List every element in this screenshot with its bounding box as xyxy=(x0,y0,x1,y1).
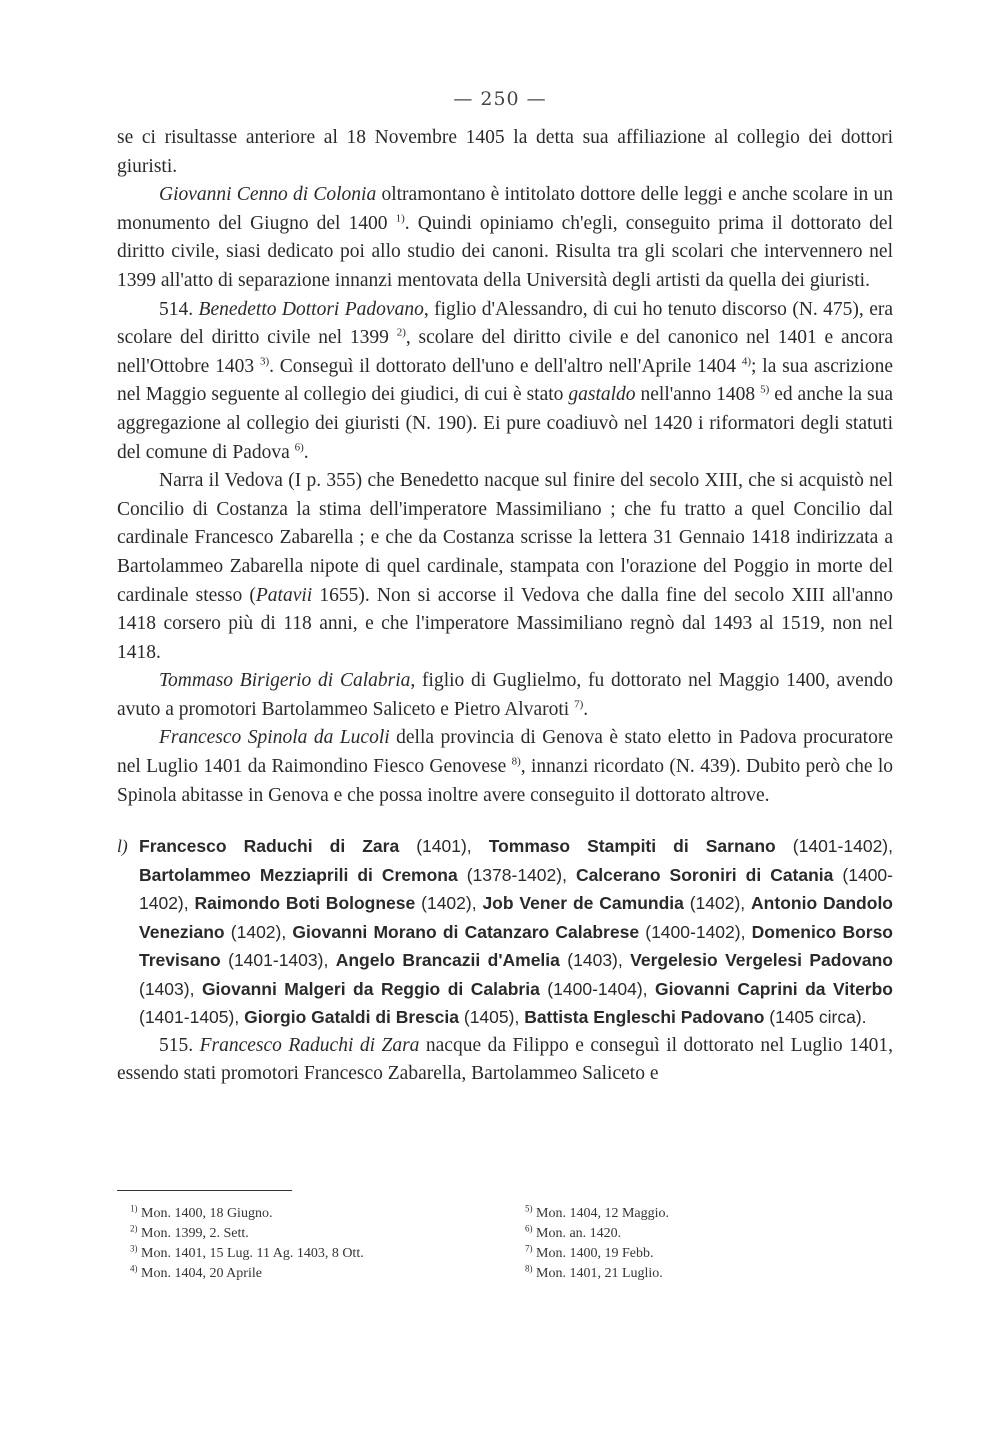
paragraph-text: nell'anno 1408 xyxy=(635,384,761,406)
list-entry-name: Tommaso Stampiti di Sarnano xyxy=(488,836,776,857)
list-entry-dates: (1405 circa). xyxy=(764,1007,867,1028)
list-entry-name: Giorgio Gataldi di Brescia xyxy=(244,1007,459,1028)
doctors-list-block xyxy=(117,832,893,1032)
paragraph-text: , figlio d'Alessandro, di cui ho tenuto discorso (N. 475), era scolare del diritto civile nel 1399 xyxy=(117,298,894,349)
footnote xyxy=(525,1264,669,1284)
paragraph-text: della provincia di Genova è stato eletto in Padova procuratore nel Luglio 1401 da Raimondino Fiesco Genovese xyxy=(117,727,893,778)
list-entry-name: Job Vener de Camundia xyxy=(482,893,684,914)
list-entry-dates: (1403), xyxy=(139,978,202,999)
person-name: Giovanni Cenno di Colonia xyxy=(159,184,377,206)
list-entry-name: Raimondo Boti Bolognese xyxy=(194,893,416,914)
list-entry-dates: (1400-1404), xyxy=(539,978,655,999)
list-entry-name: Calcerano Soroniri di Catania xyxy=(575,864,834,885)
footnote-mark: 6) xyxy=(525,1223,533,1234)
term-patavii: Patavii xyxy=(255,584,313,606)
footnote-ref: 4) xyxy=(741,355,752,368)
footnote-text: Mon. 1401, 15 Lug. 11 Ag. 1403, 8 Ott. xyxy=(137,1246,364,1261)
footnote-ref: 8) xyxy=(511,755,521,768)
footnote xyxy=(525,1204,669,1224)
list-entry-dates: (1401), xyxy=(399,836,489,857)
footnotes-left-column xyxy=(130,1204,364,1284)
paragraph-vedova xyxy=(117,467,893,667)
footnote xyxy=(130,1204,364,1224)
list-entry-dates: (1400-1402), xyxy=(139,864,893,914)
list-entry-name: Bartolammeo Mezziaprili di Cremona xyxy=(139,864,458,885)
main-text xyxy=(117,124,893,1089)
paragraph-text: , innanzi ricordato (N. 439). Dubito però che lo Spinola abitasse in Genova e che possa inoltre avere conseguito il dottorato altrove. xyxy=(117,756,893,806)
list-entry-name: Battista Engleschi Padovano xyxy=(524,1007,765,1028)
list-entry-dates: (1401-1405), xyxy=(139,1007,245,1028)
footnote-ref: 2) xyxy=(396,326,406,339)
footnote xyxy=(130,1244,364,1264)
paragraph-514 xyxy=(117,296,893,468)
list-entry-dates: (1405), xyxy=(459,1007,525,1028)
list-marker: l) xyxy=(117,836,128,857)
list-entry-dates: (1401-1403), xyxy=(220,950,336,971)
page-number-header: — 250 — xyxy=(453,88,547,110)
paragraph-continuation: se ci risultasse anteriore al 18 Novembre 1405 la detta sua affiliazione al collegio dei dottori giuristi. xyxy=(117,127,893,177)
person-name: Benedetto Dottori Padovano xyxy=(198,298,424,320)
paragraph-text: Narra il Vedova (I p. 355) che Benedetto nacque sul finire del secolo XIII, che si acquistò nel Concilio di Costanza la stima dell'imperatore Massimiliano ; che fu tratto a quel Concilio dal cardinale Francesco Zabarella ; e che da Costanza scrisse la lettera 31 Gennaio 1418 indirizzata a Bartolammeo Zabarella nipote di quel cardinale, stampata con l'orazione del Poggio in morte del cardinale stesso ( xyxy=(117,470,893,606)
list-entry-dates: (1402), xyxy=(683,893,752,914)
footnote-ref: 5) xyxy=(760,383,770,396)
footnote-ref: 1) xyxy=(395,212,405,225)
list-entry-name: Francesco Raduchi di Zara xyxy=(139,836,400,857)
list-entry-name: Antonio Dandolo Veneziano xyxy=(139,893,893,942)
footnote-ref: 3) xyxy=(259,355,270,368)
footnote-text: Mon. 1404, 12 Maggio. xyxy=(532,1206,669,1221)
paragraph-text: , scolare del diritto civile e del canonico nel 1401 e ancora nell'Ottobre 1403 xyxy=(117,327,893,377)
person-name: Tommaso Birigerio di Calabria xyxy=(159,670,411,692)
footnote-ref: 7) xyxy=(574,698,584,711)
footnote-text: Mon. 1400, 19 Febb. xyxy=(532,1246,654,1261)
list-entry-dates: (1402), xyxy=(224,921,293,942)
list-entry-dates: (1402), xyxy=(415,893,483,914)
list-entry-name: Giovanni Caprini da Viterbo xyxy=(655,978,893,999)
footnote xyxy=(130,1224,364,1244)
footnote-text: Mon. 1401, 21 Luglio. xyxy=(532,1266,663,1281)
paragraph-515 xyxy=(117,1032,893,1089)
footnote xyxy=(525,1224,669,1244)
list-entry-name: Domenico Borso Trevisano xyxy=(139,921,893,971)
footnote-mark: 4) xyxy=(130,1263,138,1274)
footnote-text: Mon. 1404, 20 Aprile xyxy=(137,1266,262,1281)
footnote-text: Mon. 1399, 2. Sett. xyxy=(137,1226,249,1241)
footnote-text: Mon. an. 1420. xyxy=(532,1226,622,1241)
person-name: Francesco Spinola da Lucoli xyxy=(159,727,390,749)
footnote-separator xyxy=(117,1190,292,1191)
paragraph-text: . Quindi opiniamo ch'egli, conseguito prima il dottorato del diritto civile, siasi dedicato poi allo studio dei canoni. Risulta tra gli scolari che intervennero nel 1399 all'atto di separazione innanzi mentovata della Università degli artisti da quella dei giuristi. xyxy=(117,212,893,291)
footnote-mark: 5) xyxy=(525,1203,533,1214)
footnote-text: Mon. 1400, 18 Giugno. xyxy=(137,1206,273,1221)
paragraph-text: . xyxy=(583,698,589,720)
paragraph-tommaso-birigerio xyxy=(117,667,893,724)
paragraph-giovanni-cenno xyxy=(117,181,893,295)
paragraph-text: . Conseguì il dottorato dell'uno e dell'altro nell'Aprile 1404 xyxy=(269,355,742,377)
footnote xyxy=(525,1244,669,1264)
paragraph-text: ed anche la sua aggregazione al collegio dei giuristi (N. 190). Ei pure coadiuvò nel 1420 i riformatori degli statuti del comune di Padova xyxy=(117,384,893,463)
list-entry-dates: (1400-1402), xyxy=(639,921,752,942)
list-entry-dates: (1401-1402), xyxy=(775,836,893,857)
footnote-mark: 2) xyxy=(130,1223,138,1234)
section-number: 515. xyxy=(159,1034,200,1056)
section-number: 514. xyxy=(159,298,199,320)
list-entry-name: Giovanni Malgeri da Reggio di Calabria xyxy=(201,978,540,999)
list-entry-name: Giovanni Morano di Catanzaro Calabrese xyxy=(292,921,640,942)
footnote-mark: 7) xyxy=(525,1243,533,1254)
paragraph-text: oltramontano è intitolato dottore delle leggi e anche scolare in un monumento del Giugno del 1400 xyxy=(117,184,893,234)
paragraph-text: , figlio di Guglielmo, fu dottorato nel Maggio 1400, avendo avuto a promotori Bartolammeo Saliceto e Pietro Alvaroti xyxy=(117,670,894,720)
footnote xyxy=(130,1264,364,1284)
paragraph-text: nacque da Filippo e conseguì il dottorato nel Luglio 1401, essendo stati promotori Francesco Zabarella, Bartolammeo Saliceto e xyxy=(117,1034,894,1085)
footnotes-right-column xyxy=(525,1204,669,1284)
footnote-mark: 8) xyxy=(525,1263,533,1274)
list-entry-name: Vergelesio Vergelesi Padovano xyxy=(630,950,893,971)
list-entry-name: Angelo Brancazii d'Amelia xyxy=(335,950,560,971)
paragraph-text: 1655). Non si accorse il Vedova che dalla fine del secolo XIII all'anno 1418 corsero più di 118 anni, e che l'imperatore Massimiliano regnò dal 1493 al 1519, non nel 1418. xyxy=(117,584,893,663)
paragraph-francesco-spinola xyxy=(117,724,893,810)
list-entry-dates: (1403), xyxy=(559,950,631,971)
footnote-mark: 1) xyxy=(130,1203,138,1214)
footnote-ref: 6) xyxy=(294,441,304,454)
person-name: Francesco Raduchi di Zara xyxy=(199,1034,420,1056)
list-entry-dates: (1378-1402), xyxy=(457,864,576,885)
term-gastaldo: gastaldo xyxy=(568,384,636,406)
paragraph-text: . xyxy=(303,441,309,463)
footnote-mark: 3) xyxy=(130,1243,138,1254)
paragraph-text: ; la sua ascrizione nel Maggio seguente al collegio dei giudici, di cui è stato xyxy=(117,355,893,406)
